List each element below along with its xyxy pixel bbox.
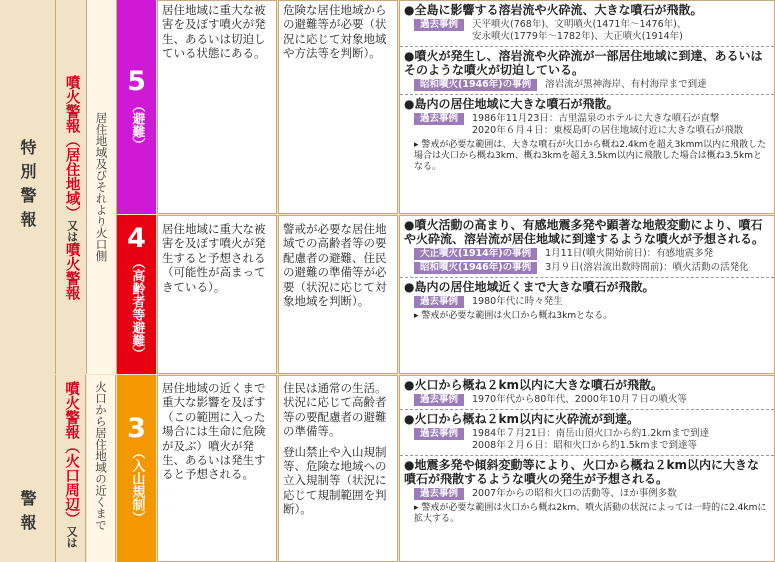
required-action-level-3-restriction: 登山禁止や入山規制等、危険な地域への立入規制等（状況に応じて規制範囲を判断）。 [283, 444, 387, 517]
example-block: ●噴火活動の高まり、有感地震多発や顕著な地殻変動により、噴石や火砕流、溶岩流が居住地域に到達するような噴火が予想される。 大正噴火(1914年)の事例 1月11日(噴火開始前日)：有感地震多発 昭和噴火(1946年)の事例 3月９日(溶岩流出数時間前)：噴火活動の活発化 [400, 216, 774, 278]
warning-range-note: ▸ 警戒が必要な範囲は火口から概ね2km、噴火活動の状況によっては一時的に2.4kmに拡大する。 [414, 503, 767, 524]
expected-phenomena-level-5: 居住地域に重大な被害を及ぼす噴火が発生、あるいは切迫している状態にある。 [157, 0, 277, 214]
example-block: ●地震多発や傾斜変動等により、火口から概ね２km以内に大きな噴石が飛散するような噴火の発生が予想される。 過去事例 2007年からの昭和火口の活動等、ほか事例多数 ▸ 警戒が必要な範囲は火口から概ね2km、噴火活動の状況によっては一時的に2.4kmに拡大する。 [400, 456, 774, 528]
level-4-badge [117, 215, 156, 374]
examples-level-3 [399, 375, 775, 562]
past-case-tag: 過去事例 [414, 296, 464, 308]
required-action-level-5: 危険な居住地域からの避難等が必要（状況に応じて対象地域や方法等を判断）。 [278, 0, 398, 214]
level-5-badge [117, 0, 156, 214]
example-block: ●全島に影響する溶岩流や火砕流、大きな噴石が飛散。 過去事例 天平噴火(768年)、文明噴火(1471年～1476年)、 安永噴火(1779年～1782年)、大正噴火(1914年) [400, 1, 774, 47]
past-case-tag: 過去事例 [414, 394, 464, 406]
past-case-tag: 過去事例 [414, 488, 464, 500]
example-block: ●火口から概ね２km以内に火砕流が到達。 過去事例 1984年７月21日：南岳山頂火口から約1.2kmまで到達 2008年２月６日：昭和火口から約1.5kmまで到達等 [400, 410, 774, 456]
warning-name-special-or: 又は [65, 219, 79, 242]
level-3-name: （入山規制） [129, 446, 145, 524]
target-area-warning: 火口から居住地域の近くまで [87, 375, 116, 562]
example-block: ●島内の居住地域近くまで大きな噴石が飛散。 過去事例 1980年代に時々発生 ▸ 警戒が必要な範囲は火口から概ね3kmとなる。 [400, 278, 774, 325]
warning-name-crater [56, 375, 86, 562]
level-5-name: （避難） [129, 99, 145, 151]
expected-phenomena-level-3: 居住地域の近くまで重大な影響を及ぼす（この範囲に入った場合には生命に危険が及ぶ）噴火が発生、あるいは発生すると予想される。 [157, 375, 277, 562]
history-case-tag: 大正噴火(1914年)の事例 [414, 248, 537, 260]
example-block: ●噴火が発生し、溶岩流や火砕流が一部居住地域に到達、あるいはそのような噴火が切迫している。 昭和噴火(1946年)の事例 溶岩流が黒神海岸、有村海岸まで到達 [400, 47, 774, 95]
warning-range-note: ▸ 警戒が必要な範囲は、大きな噴石が火口から概ね2.4kmを超え3kmm以内に飛散した場合は火口から概ね3km、概ね3kmを超え3.5km以内に飛散した場合は概ね3.5kmとなる。 [414, 140, 767, 172]
warning-range-note: ▸ 警戒が必要な範囲は火口から概ね3kmとなる。 [414, 311, 613, 321]
examples-level-5 [399, 0, 775, 214]
past-case-tag: 過去事例 [414, 19, 464, 31]
warning-name-special-main: 噴火警報（居住地域） [63, 74, 80, 220]
category-special-warning: 特別警報 [0, 0, 56, 374]
level-4-number: 4 [127, 223, 146, 254]
expected-phenomena-level-4: 居住地域に重大な被害を及ぼす噴火が発生すると予想される（可能性が高まってきている）。 [157, 215, 277, 374]
level-5-number: 5 [127, 66, 146, 97]
warning-name-special [56, 0, 87, 374]
example-block: ●火口から概ね２km以内に大きな噴石が飛散。 過去事例 1970年代から80年代、2000年10月７日の噴火等 [400, 376, 774, 410]
level-3-badge [117, 375, 156, 562]
warning-name-crater-main: 噴火警報（火口周辺） [63, 381, 80, 526]
examples-level-4 [399, 215, 775, 374]
example-block: ●島内の居住地域に大きな噴石が飛散。 過去事例 1986年11月23日：古里温泉のホテルに大きな噴石が直撃 2020年６月４日：東桜島町の居住地域付近に大きな噴石が飛散 ▸ 警戒が必要な範囲は、大きな噴石が火口から概ね2.4kmを超え3kmm以内に飛散した場合は火口から概ね3km、概ね3kmを超え3.5km以内に飛散した場合は概ね3.5kmとなる。 [400, 95, 774, 176]
target-area-special: 居住地域及びそれより火口側 [87, 0, 117, 374]
past-case-tag: 過去事例 [414, 113, 464, 125]
history-case-tag: 昭和噴火(1946年)の事例 [414, 79, 537, 91]
history-case-tag: 昭和噴火(1946年)の事例 [414, 262, 537, 274]
warning-name-crater-or: 又は [65, 526, 79, 548]
required-action-level-4: 警戒が必要な居住地域での高齢者等の要配慮者の避難、住民の避難の準備等が必要（状況に応じて対象地域を判断）。 [278, 215, 398, 374]
level-3-number: 3 [127, 413, 146, 444]
warning-name-special-alt: 噴火警報 [63, 241, 80, 300]
required-action-level-3 [278, 375, 398, 562]
level-4-name: （高齢者等避難） [129, 256, 145, 360]
category-warning: 警報 [0, 375, 56, 562]
past-case-tag: 過去事例 [414, 428, 464, 440]
required-action-level-3-residents: 住民は通常の生活。状況に応じて高齢者等の要配慮者の避難の準備等。 [283, 381, 387, 439]
